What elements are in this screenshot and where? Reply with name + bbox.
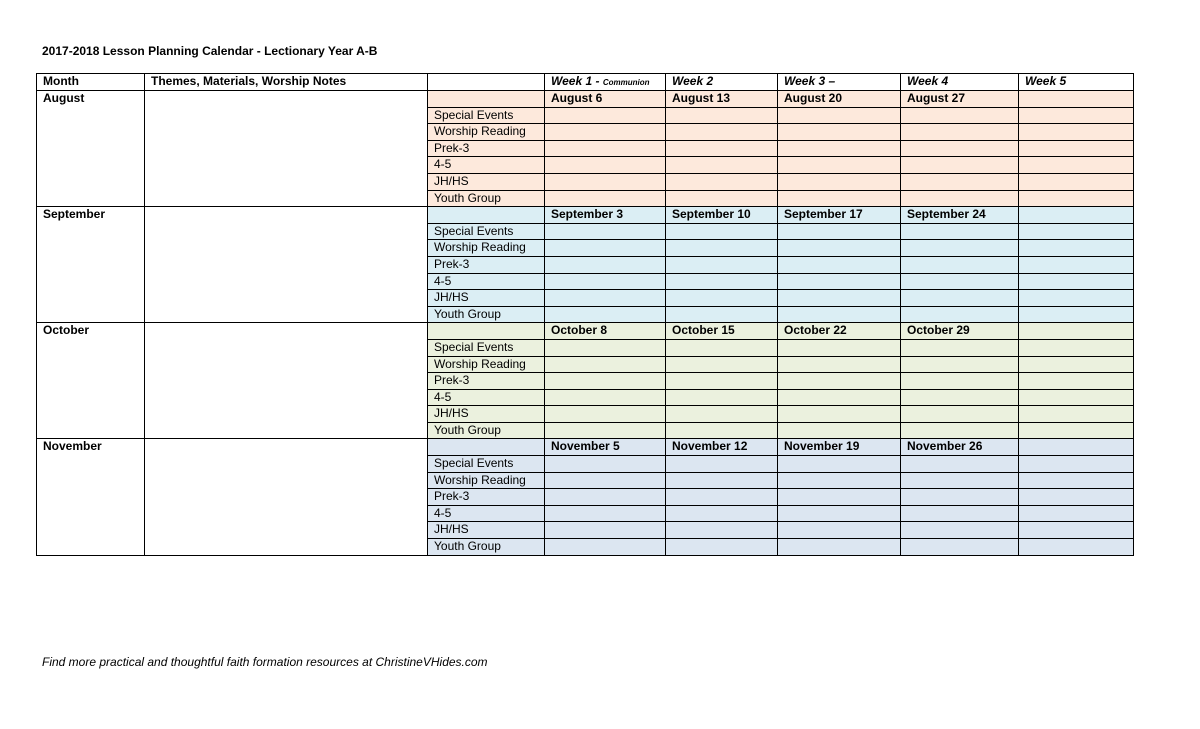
week-date-cell: November 19	[778, 439, 901, 456]
plan-row-label: JH/HS	[428, 290, 545, 307]
plan-cell[interactable]	[901, 356, 1019, 373]
week-date-cell: October 29	[901, 323, 1019, 340]
row-label-blank	[428, 207, 545, 224]
plan-cell[interactable]	[778, 223, 901, 240]
month-notes-cell[interactable]	[145, 439, 428, 555]
week-date-cell	[1019, 323, 1134, 340]
plan-cell[interactable]	[1019, 422, 1134, 439]
plan-cell[interactable]	[1019, 505, 1134, 522]
plan-cell[interactable]	[778, 406, 901, 423]
header-week1-note: Communion	[602, 78, 650, 87]
plan-cell[interactable]	[901, 223, 1019, 240]
plan-cell[interactable]	[666, 339, 778, 356]
plan-cell[interactable]	[1019, 339, 1134, 356]
plan-cell[interactable]	[1019, 173, 1134, 190]
plan-cell[interactable]	[1019, 240, 1134, 257]
week-date-cell: September 10	[666, 207, 778, 224]
plan-row-label: Worship Reading	[428, 356, 545, 373]
month-name: August	[37, 91, 145, 207]
plan-cell[interactable]	[666, 389, 778, 406]
plan-cell[interactable]	[901, 389, 1019, 406]
plan-cell[interactable]	[666, 489, 778, 506]
month-date-row	[37, 323, 1134, 340]
plan-cell[interactable]	[778, 306, 901, 323]
plan-cell[interactable]	[666, 157, 778, 174]
plan-cell[interactable]	[901, 173, 1019, 190]
plan-cell[interactable]	[1019, 140, 1134, 157]
header-week1-label: Week 1	[551, 74, 593, 88]
plan-row-label: Worship Reading	[428, 124, 545, 141]
week-date-cell: August 13	[666, 91, 778, 108]
plan-cell[interactable]	[545, 489, 666, 506]
plan-cell[interactable]	[901, 140, 1019, 157]
plan-cell[interactable]	[901, 190, 1019, 207]
month-notes-cell[interactable]	[145, 207, 428, 323]
header-week2: Week 2	[666, 74, 778, 91]
plan-cell[interactable]	[778, 472, 901, 489]
plan-cell[interactable]	[666, 124, 778, 141]
week-date-cell: September 3	[545, 207, 666, 224]
row-label-blank	[428, 323, 545, 340]
plan-cell[interactable]	[545, 107, 666, 124]
month-notes-cell[interactable]	[145, 91, 428, 207]
week-date-cell	[1019, 439, 1134, 456]
plan-cell[interactable]	[1019, 223, 1134, 240]
plan-cell[interactable]	[778, 356, 901, 373]
plan-cell[interactable]	[545, 140, 666, 157]
plan-cell[interactable]	[666, 539, 778, 556]
plan-cell[interactable]	[901, 505, 1019, 522]
plan-cell[interactable]	[666, 107, 778, 124]
month-date-row	[37, 91, 1134, 108]
plan-row-label: Prek-3	[428, 373, 545, 390]
plan-cell[interactable]	[778, 489, 901, 506]
month-name: October	[37, 323, 145, 439]
header-week1-dash: -	[592, 74, 603, 88]
plan-cell[interactable]	[901, 489, 1019, 506]
plan-row-label: Special Events	[428, 339, 545, 356]
week-date-cell: November 26	[901, 439, 1019, 456]
plan-row-label: Special Events	[428, 107, 545, 124]
plan-row-label: Special Events	[428, 223, 545, 240]
footer-note: Find more practical and thoughtful faith formation resources at ChristineVHides.com	[42, 655, 488, 669]
plan-cell[interactable]	[1019, 256, 1134, 273]
plan-row-label: Youth Group	[428, 306, 545, 323]
header-week4: Week 4	[901, 74, 1019, 91]
week-date-cell: August 20	[778, 91, 901, 108]
plan-cell[interactable]	[901, 472, 1019, 489]
plan-cell[interactable]	[545, 456, 666, 473]
week-date-cell: August 27	[901, 91, 1019, 108]
plan-cell[interactable]	[901, 273, 1019, 290]
plan-cell[interactable]	[1019, 157, 1134, 174]
plan-cell[interactable]	[1019, 456, 1134, 473]
month-name: November	[37, 439, 145, 555]
plan-cell[interactable]	[778, 124, 901, 141]
header-week5: Week 5	[1019, 74, 1134, 91]
plan-cell[interactable]	[666, 256, 778, 273]
plan-cell[interactable]	[778, 389, 901, 406]
plan-cell[interactable]	[666, 422, 778, 439]
plan-cell[interactable]	[545, 273, 666, 290]
plan-cell[interactable]	[901, 456, 1019, 473]
plan-cell[interactable]	[545, 389, 666, 406]
week-date-cell: November 5	[545, 439, 666, 456]
page-title: 2017-2018 Lesson Planning Calendar - Lectionary Year A-B	[42, 44, 378, 58]
plan-cell[interactable]	[666, 373, 778, 390]
plan-cell[interactable]	[901, 107, 1019, 124]
plan-row-label: Youth Group	[428, 539, 545, 556]
week-date-cell: October 22	[778, 323, 901, 340]
plan-cell[interactable]	[901, 256, 1019, 273]
plan-cell[interactable]	[666, 273, 778, 290]
week-date-cell	[1019, 91, 1134, 108]
header-row	[37, 74, 1134, 91]
week-date-cell	[1019, 207, 1134, 224]
week-date-cell: November 12	[666, 439, 778, 456]
row-label-blank	[428, 439, 545, 456]
plan-cell[interactable]	[778, 505, 901, 522]
month-name: September	[37, 207, 145, 323]
plan-row-label: 4-5	[428, 157, 545, 174]
plan-cell[interactable]	[778, 256, 901, 273]
month-date-row	[37, 207, 1134, 224]
plan-cell[interactable]	[666, 290, 778, 307]
plan-cell[interactable]	[545, 422, 666, 439]
plan-cell[interactable]	[545, 472, 666, 489]
plan-cell[interactable]	[901, 522, 1019, 539]
plan-row-label: JH/HS	[428, 522, 545, 539]
plan-cell[interactable]	[778, 373, 901, 390]
plan-row-label: Special Events	[428, 456, 545, 473]
plan-row-label: Worship Reading	[428, 472, 545, 489]
plan-cell[interactable]	[901, 406, 1019, 423]
plan-cell[interactable]	[1019, 522, 1134, 539]
plan-row-label: JH/HS	[428, 406, 545, 423]
plan-cell[interactable]	[1019, 389, 1134, 406]
plan-row-label: 4-5	[428, 505, 545, 522]
plan-cell[interactable]	[545, 406, 666, 423]
plan-cell[interactable]	[778, 107, 901, 124]
plan-cell[interactable]	[545, 157, 666, 174]
plan-cell[interactable]	[1019, 273, 1134, 290]
plan-cell[interactable]	[778, 190, 901, 207]
week-date-cell: August 6	[545, 91, 666, 108]
plan-cell[interactable]	[778, 173, 901, 190]
plan-cell[interactable]	[666, 522, 778, 539]
header-week1	[545, 74, 666, 91]
plan-cell[interactable]	[901, 422, 1019, 439]
week-date-cell: September 24	[901, 207, 1019, 224]
plan-cell[interactable]	[1019, 472, 1134, 489]
plan-cell[interactable]	[545, 290, 666, 307]
plan-cell[interactable]	[545, 223, 666, 240]
plan-cell[interactable]	[1019, 124, 1134, 141]
plan-cell[interactable]	[1019, 190, 1134, 207]
plan-cell[interactable]	[545, 190, 666, 207]
plan-cell[interactable]	[545, 240, 666, 257]
plan-cell[interactable]	[666, 356, 778, 373]
plan-cell[interactable]	[545, 124, 666, 141]
month-notes-cell[interactable]	[145, 323, 428, 439]
plan-cell[interactable]	[778, 240, 901, 257]
plan-cell[interactable]	[666, 306, 778, 323]
plan-row-label: 4-5	[428, 389, 545, 406]
plan-cell[interactable]	[901, 240, 1019, 257]
plan-row-label: Prek-3	[428, 489, 545, 506]
plan-cell[interactable]	[545, 539, 666, 556]
header-month: Month	[37, 74, 145, 91]
plan-row-label: Prek-3	[428, 140, 545, 157]
plan-cell[interactable]	[1019, 489, 1134, 506]
plan-cell[interactable]	[1019, 356, 1134, 373]
plan-cell[interactable]	[901, 339, 1019, 356]
plan-cell[interactable]	[545, 356, 666, 373]
plan-cell[interactable]	[901, 157, 1019, 174]
plan-row-label: Prek-3	[428, 256, 545, 273]
month-date-row	[37, 439, 1134, 456]
plan-cell[interactable]	[545, 522, 666, 539]
plan-cell[interactable]	[778, 290, 901, 307]
week-date-cell: September 17	[778, 207, 901, 224]
plan-cell[interactable]	[545, 306, 666, 323]
plan-row-label: Worship Reading	[428, 240, 545, 257]
plan-cell[interactable]	[778, 339, 901, 356]
plan-cell[interactable]	[666, 472, 778, 489]
plan-cell[interactable]	[901, 124, 1019, 141]
plan-cell[interactable]	[1019, 290, 1134, 307]
plan-row-label: 4-5	[428, 273, 545, 290]
header-week3: Week 3 –	[778, 74, 901, 91]
plan-cell[interactable]	[778, 522, 901, 539]
header-themes: Themes, Materials, Worship Notes	[145, 74, 428, 91]
row-label-blank	[428, 91, 545, 108]
header-blank	[428, 74, 545, 91]
plan-cell[interactable]	[778, 140, 901, 157]
plan-cell[interactable]	[778, 539, 901, 556]
plan-cell[interactable]	[666, 173, 778, 190]
plan-cell[interactable]	[666, 505, 778, 522]
plan-cell[interactable]	[666, 240, 778, 257]
plan-cell[interactable]	[901, 539, 1019, 556]
week-date-cell: October 8	[545, 323, 666, 340]
plan-cell[interactable]	[778, 422, 901, 439]
plan-cell[interactable]	[666, 456, 778, 473]
plan-cell[interactable]	[666, 223, 778, 240]
plan-row-label: Youth Group	[428, 422, 545, 439]
lesson-calendar-table	[36, 73, 1134, 556]
plan-cell[interactable]	[545, 373, 666, 390]
plan-cell[interactable]	[1019, 406, 1134, 423]
plan-cell[interactable]	[901, 306, 1019, 323]
plan-cell[interactable]	[901, 290, 1019, 307]
plan-cell[interactable]	[545, 505, 666, 522]
plan-cell[interactable]	[545, 256, 666, 273]
plan-cell[interactable]	[1019, 306, 1134, 323]
plan-cell[interactable]	[1019, 373, 1134, 390]
plan-cell[interactable]	[1019, 107, 1134, 124]
plan-cell[interactable]	[901, 373, 1019, 390]
plan-cell[interactable]	[778, 273, 901, 290]
plan-cell[interactable]	[666, 140, 778, 157]
plan-cell[interactable]	[778, 157, 901, 174]
plan-row-label: JH/HS	[428, 173, 545, 190]
plan-cell[interactable]	[778, 456, 901, 473]
plan-cell[interactable]	[545, 339, 666, 356]
plan-cell[interactable]	[666, 190, 778, 207]
plan-cell[interactable]	[1019, 539, 1134, 556]
week-date-cell: October 15	[666, 323, 778, 340]
plan-row-label: Youth Group	[428, 190, 545, 207]
plan-cell[interactable]	[666, 406, 778, 423]
plan-cell[interactable]	[545, 173, 666, 190]
